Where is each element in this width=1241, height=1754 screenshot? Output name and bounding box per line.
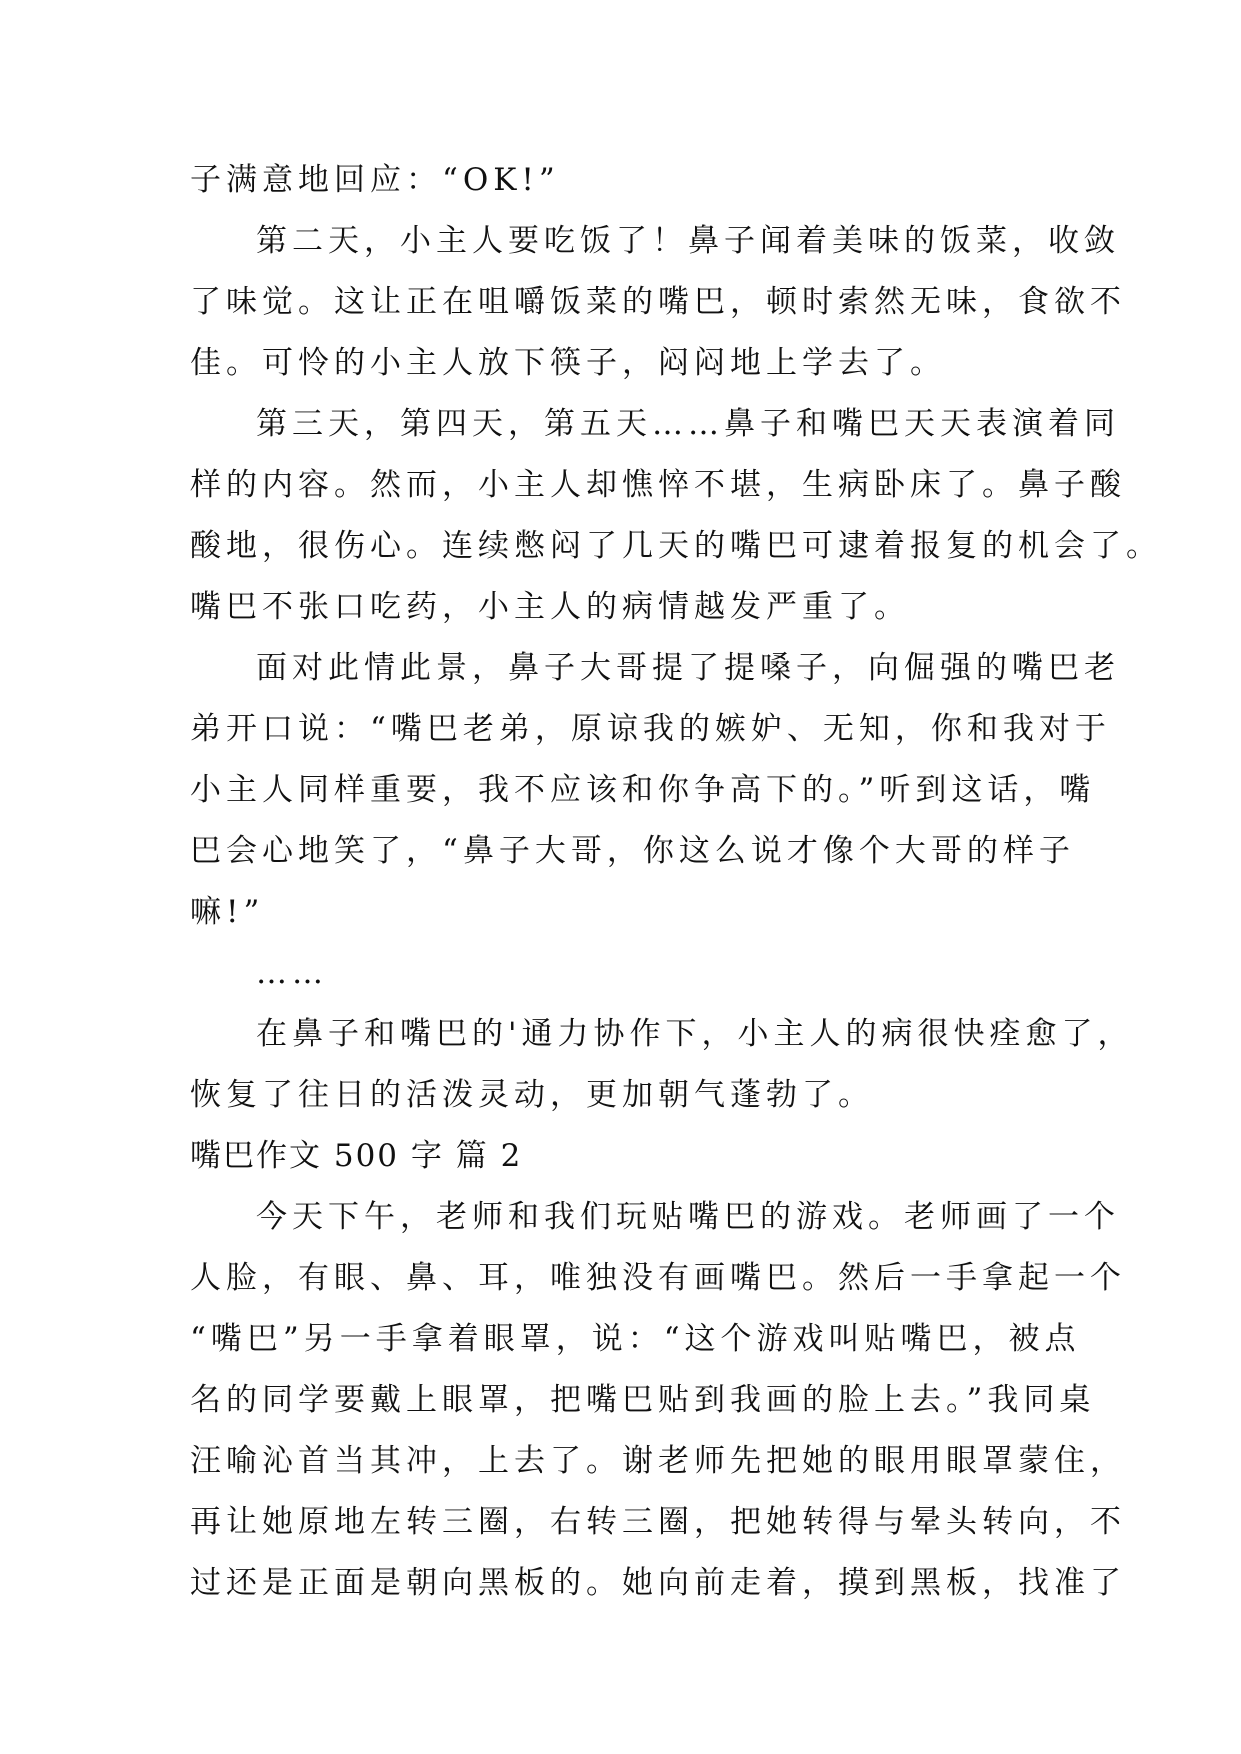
text-line: 佳。可怜的小主人放下筷子，闷闷地上学去了。 (190, 345, 946, 381)
paragraph-start-line: 第三天，第四天，第五天……鼻子和嘴巴天天表演着同 (256, 406, 1120, 442)
text-line: 过还是正面是朝向黑板的。她向前走着，摸到黑板，找准了 (190, 1565, 1126, 1601)
text-line: 汪喻沁首当其冲，上去了。谢老师先把她的眼用眼罩蒙住， (190, 1443, 1126, 1479)
text-line: 子满意地回应：“OK!” (190, 162, 560, 198)
text-line: 样的内容。然而，小主人却憔悴不堪，生病卧床了。鼻子酸 (190, 467, 1126, 503)
text-line: 恢复了往日的活泼灵动，更加朝气蓬勃了。 (190, 1077, 874, 1113)
text-line: “嘴巴”另一手拿着眼罩，说：“这个游戏叫贴嘴巴，被点 (190, 1321, 1081, 1357)
paragraph-start-line: 今天下午，老师和我们玩贴嘴巴的游戏。老师画了一个 (256, 1199, 1120, 1235)
paragraph-start-line: 在鼻子和嘴巴的'通力协作下，小主人的病很快痊愈了， (256, 1016, 1134, 1052)
text-line: 小主人同样重要，我不应该和你争高下的。”听到这话，嘴 (190, 772, 1096, 808)
paragraph-start-line: 第二天，小主人要吃饭了！鼻子闻着美味的饭菜，收敛 (256, 223, 1120, 259)
text-line: 弟开口说：“嘴巴老弟，原谅我的嫉妒、无知，你和我对于 (190, 711, 1111, 747)
text-line: 人脸，有眼、鼻、耳，唯独没有画嘴巴。然后一手拿起一个 (190, 1260, 1126, 1296)
text-line: 嘛!” (190, 894, 265, 930)
text-line: 再让她原地左转三圈，右转三圈，把她转得与晕头转向，不 (190, 1504, 1126, 1540)
text-line: 名的同学要戴上眼罩，把嘴巴贴到我画的脸上去。”我同桌 (190, 1382, 1096, 1418)
text-line: 了味觉。这让正在咀嚼饭菜的嘴巴，顿时索然无味，食欲不 (190, 284, 1126, 320)
document-page (190, 150, 1162, 1614)
paragraph-start-line: 面对此情此景，鼻子大哥提了提嗓子，向倔强的嘴巴老 (256, 650, 1120, 686)
ellipsis-line: …… (256, 955, 328, 991)
text-line: 嘴巴不张口吃药，小主人的病情越发严重了。 (190, 589, 910, 625)
section-heading: 嘴巴作文 500 字 篇 2 (190, 1138, 523, 1174)
text-line: 巴会心地笑了，“鼻子大哥，你这么说才像个大哥的样子 (190, 833, 1075, 869)
text-line: 酸地，很伤心。连续憋闷了几天的嘴巴可逮着报复的机会了。 (190, 528, 1162, 564)
